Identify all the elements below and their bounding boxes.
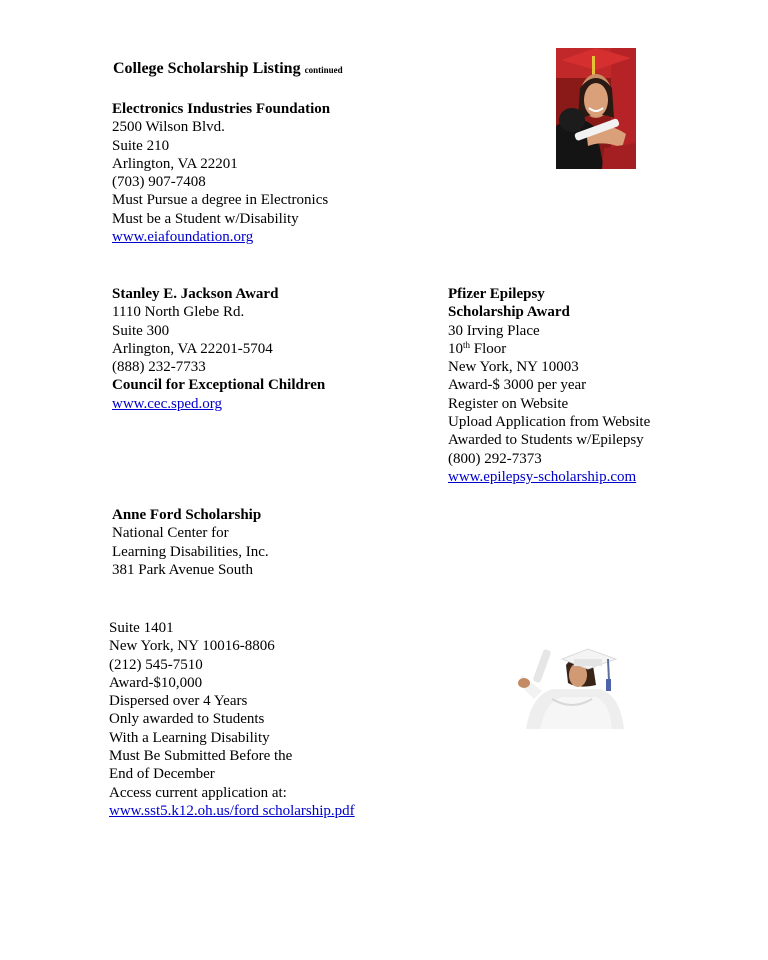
- ford-award: Award-$10,000: [109, 674, 203, 691]
- eia-address1: 2500 Wilson Blvd.: [112, 119, 225, 136]
- ford-listing-header: [112, 506, 269, 579]
- ford-line: Access current application at:: [109, 784, 287, 801]
- pfizer-name-line2: Scholarship Award: [448, 304, 570, 321]
- jackson-address2: Suite 300: [112, 322, 170, 339]
- ford-address1: 381 Park Avenue South: [112, 561, 253, 578]
- title-text: College Scholarship Listing: [113, 60, 301, 77]
- pfizer-city: New York, NY 10003: [448, 359, 579, 376]
- pfizer-award: Award-$ 3000 per year: [448, 377, 587, 394]
- eia-city: Arlington, VA 22201: [112, 155, 238, 172]
- ford-phone: (212) 545-7510: [109, 656, 203, 673]
- graduate-hug-photo: [556, 48, 636, 169]
- ford-application-link[interactable]: www.sst5.k12.oh.us/ford scholarship.pdf: [109, 802, 355, 819]
- jackson-phone: (888) 232-7733: [112, 359, 206, 376]
- ford-org-line1: National Center for: [112, 525, 229, 542]
- jackson-website-link[interactable]: www.cec.sped.org: [112, 395, 222, 412]
- jackson-org: Council for Exceptional Children: [112, 377, 326, 394]
- pfizer-line2: Upload Application from Website: [448, 414, 651, 431]
- pfizer-website-link[interactable]: www.epilepsy-scholarship.com: [448, 468, 637, 485]
- ford-city: New York, NY 10016-8806: [109, 638, 275, 655]
- ford-line: End of December: [109, 766, 215, 783]
- pfizer-floor-word: Floor: [470, 340, 507, 357]
- pfizer-floor-suffix: th: [463, 339, 471, 350]
- eia-listing: [112, 100, 330, 246]
- ford-address2: Suite 1401: [109, 620, 174, 636]
- eia-address2: Suite 210: [112, 137, 170, 154]
- ford-listing-details: [109, 619, 355, 820]
- pfizer-address1: 30 Irving Place: [448, 322, 540, 339]
- pfizer-line1: Register on Website: [448, 395, 569, 412]
- pfizer-listing: [448, 285, 650, 486]
- jackson-address1: 1110 North Glebe Rd.: [112, 304, 245, 321]
- pfizer-line3: Awarded to Students w/Epilepsy: [448, 432, 644, 449]
- pfizer-phone: (800) 292-7373: [448, 450, 542, 467]
- pfizer-name-line1: Pfizer Epilepsy: [448, 286, 545, 302]
- eia-requirement-2: Must be a Student w/Disability: [112, 210, 299, 227]
- graduate-diploma-photo: [512, 645, 626, 729]
- title-suffix: continued: [304, 65, 343, 75]
- pfizer-floor-number: 10: [448, 340, 463, 357]
- ford-line: Dispersed over 4 Years: [109, 693, 248, 710]
- ford-line: Only awarded to Students: [109, 711, 265, 728]
- eia-phone: (703) 907-7408: [112, 174, 206, 191]
- pfizer-floor: [448, 340, 650, 358]
- ford-org-line2: Learning Disabilities, Inc.: [112, 543, 269, 560]
- ford-line: With a Learning Disability: [109, 729, 270, 746]
- eia-website-link[interactable]: www.eiafoundation.org: [112, 229, 254, 246]
- ford-name: Anne Ford Scholarship: [112, 507, 262, 523]
- jackson-city: Arlington, VA 22201-5704: [112, 340, 273, 357]
- jackson-listing: [112, 285, 325, 413]
- ford-line: Must Be Submitted Before the: [109, 748, 293, 765]
- eia-name: Electronics Industries Foundation: [112, 101, 331, 117]
- eia-requirement-1: Must Pursue a degree in Electronics: [112, 192, 329, 209]
- page-title: [113, 60, 343, 78]
- jackson-name: Stanley E. Jackson Award: [112, 286, 279, 302]
